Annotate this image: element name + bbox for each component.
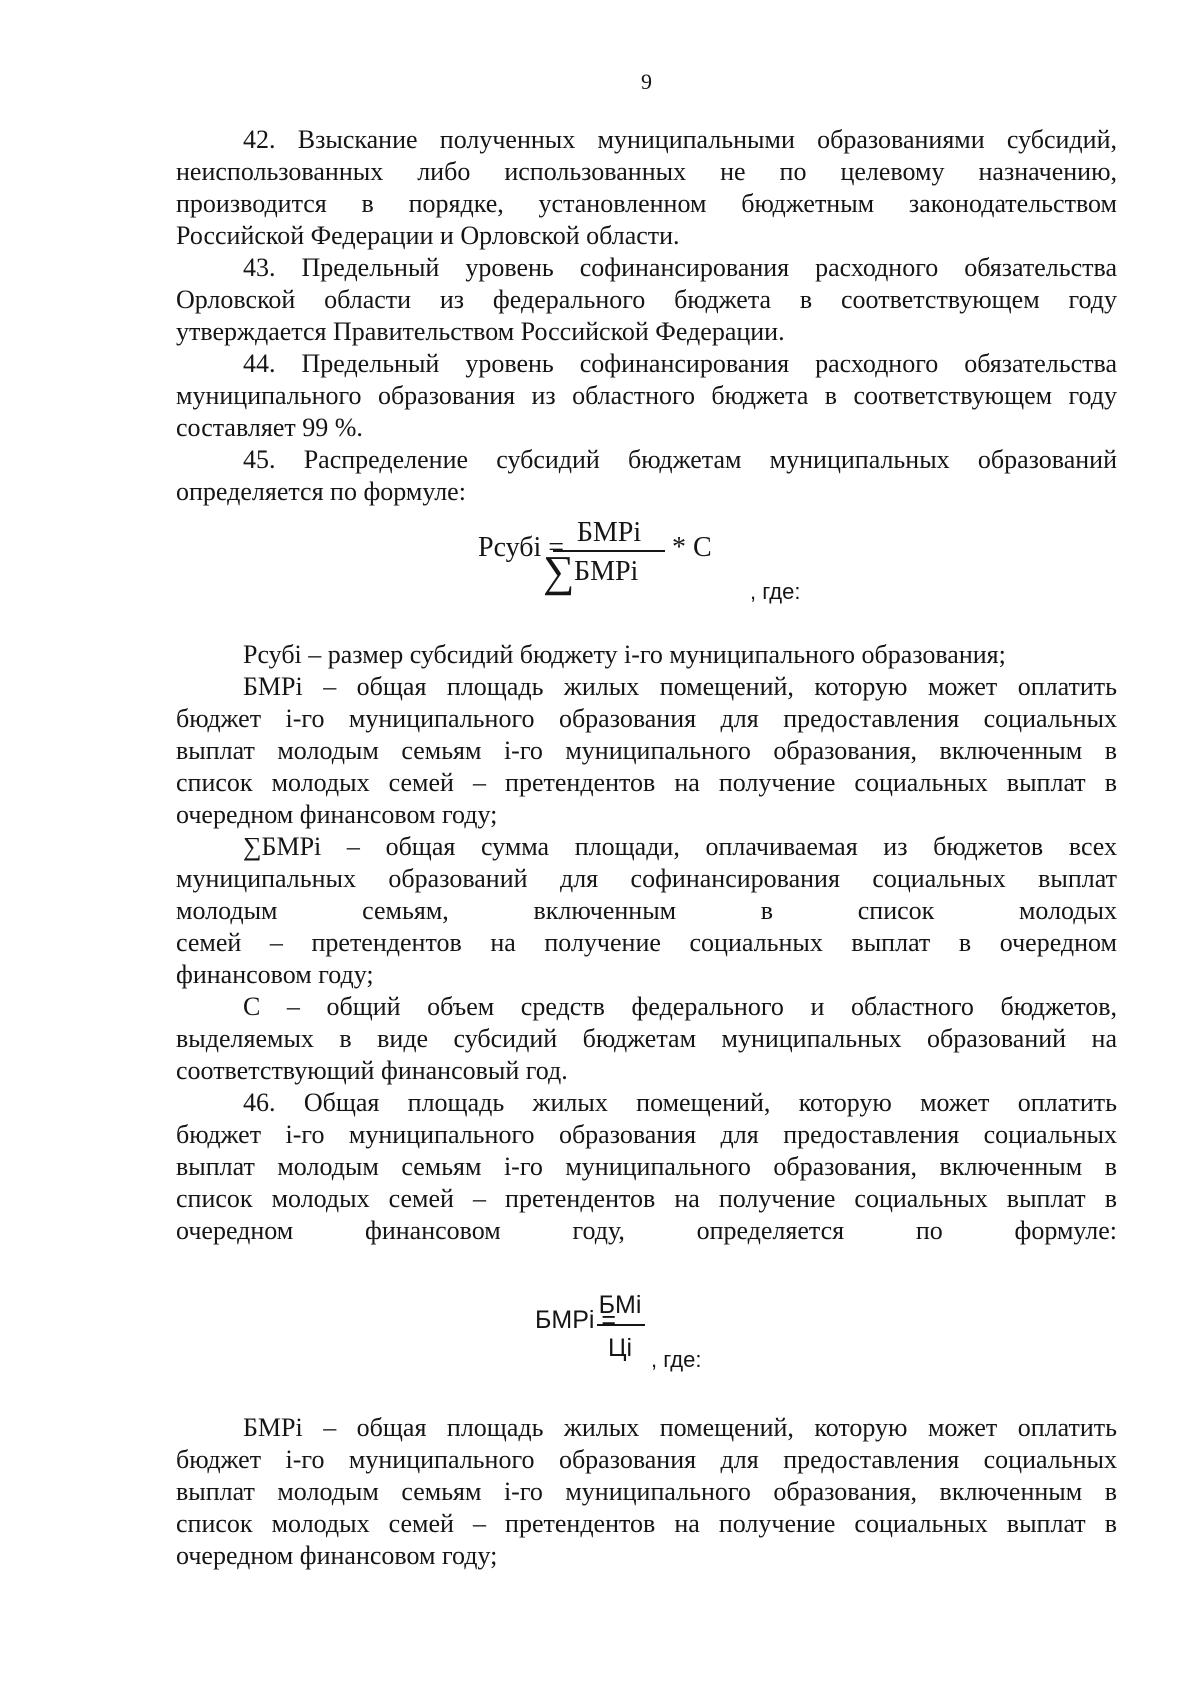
paragraph-46-line-5: очередном финансовом году, определяется по формуле: — [176, 1216, 1117, 1245]
definition-bmr-line-2: бюджет i-го муниципального образования для предоставления социальных — [176, 704, 1117, 733]
definition-bmr — [176, 671, 1117, 831]
formula-1-denominator: БМРi — [574, 556, 639, 587]
definition-bmr-line-1: БМРi – общая площадь жилых помещений, которую может оплатить — [243, 672, 1117, 701]
paragraph-44-line-2: муниципального образования из областного бюджета в соответствующем году — [176, 381, 1117, 410]
definition-bmr-2 — [176, 1412, 1117, 1572]
paragraph-42-line-2: неиспользованных либо использованных не по целевому назначению, — [176, 157, 1117, 186]
document-body — [176, 124, 1117, 1572]
paragraph-42-line-3: производится в порядке, установленном бюджетным законодательством — [176, 189, 1117, 218]
formula-1-multiplier: * С — [672, 532, 712, 563]
paragraph-45-line-1: 45. Распределение субсидий бюджетам муниципальных образований — [243, 445, 1117, 474]
paragraph-44 — [176, 348, 1117, 444]
paragraph-45 — [176, 444, 1117, 508]
definition-sum-bmr — [176, 831, 1117, 991]
definition-sum-bmr-line-3: молодым семьям, включенным в список молодых — [176, 896, 1117, 925]
formula-1-lhs: Рсубi = — [478, 532, 565, 563]
definition-c-line-3: соответствующий финансовый год. — [176, 1056, 568, 1085]
formula-housing-area — [176, 1247, 1117, 1412]
paragraph-46-line-1: 46. Общая площадь жилых помещений, которую может оплатить — [243, 1088, 1117, 1117]
definition-bmr-2-line-5: очередном финансовом году; — [176, 1541, 498, 1570]
formula-2-numerator: БМi — [598, 1291, 642, 1319]
paragraph-43-line-2: Орловской области из федерального бюджета в соответствующем году — [176, 285, 1117, 314]
paragraph-43 — [176, 252, 1117, 348]
definition-sum-bmr-line-2: муниципальных образований для софинансирования социальных выплат — [176, 864, 1117, 893]
definition-bmr-2-line-2: бюджет i-го муниципального образования для предоставления социальных — [176, 1445, 1117, 1474]
definition-rsub — [176, 639, 1117, 671]
definition-sum-bmr-line-4: семей – претендентов на получение социальных выплат в очередном — [176, 928, 1117, 957]
formula-1-sum-symbol: ∑ — [543, 547, 575, 596]
definition-bmr-line-4: список молодых семей – претендентов на получение социальных выплат в — [176, 768, 1117, 797]
paragraph-43-line-1: 43. Предельный уровень софинансирования расходного обязательства — [243, 253, 1117, 282]
formula-2-fraction-bar — [597, 1324, 645, 1326]
formula-1-numerator: БМРi — [576, 517, 642, 548]
formula-subsidy-distribution — [176, 508, 1117, 639]
definition-bmr-2-line-3: выплат молодым семьям i-го муниципального образования, включенным в — [176, 1477, 1117, 1506]
paragraph-46-line-4: список молодых семей – претендентов на получение социальных выплат в — [176, 1184, 1117, 1213]
paragraph-42-line-1: 42. Взыскание полученных муниципальными образованиями субсидий, — [243, 125, 1117, 154]
formula-2-where: , где: — [651, 1347, 702, 1372]
paragraph-43-line-3: утверждается Правительством Российской Федерации. — [176, 317, 785, 346]
page-number: 9 — [641, 69, 652, 94]
definition-sum-bmr-line-1: ∑БМРi – общая сумма площади, оплачиваемая из бюджетов всех — [243, 832, 1117, 861]
definition-c-line-2: выделяемых в виде субсидий бюджетам муниципальных образований на — [176, 1024, 1117, 1053]
definition-bmr-line-3: выплат молодым семьям i-го муниципального образования, включенным в — [176, 736, 1117, 765]
definition-c — [176, 991, 1117, 1087]
paragraph-46-line-2: бюджет i-го муниципального образования для предоставления социальных — [176, 1120, 1117, 1149]
definition-sum-bmr-line-5: финансовом году; — [176, 960, 374, 989]
paragraph-42 — [176, 124, 1117, 252]
paragraph-46 — [176, 1087, 1117, 1247]
definition-c-line-1: С – общий объем средств федерального и областного бюджетов, — [243, 992, 1117, 1021]
definition-bmr-line-5: очередном финансовом году; — [176, 800, 498, 829]
paragraph-46-line-3: выплат молодым семьям i-го муниципального образования, включенным в — [176, 1152, 1117, 1181]
definition-bmr-2-line-1: БМРi – общая площадь жилых помещений, которую может оплатить — [243, 1413, 1117, 1442]
paragraph-44-line-1: 44. Предельный уровень софинансирования расходного обязательства — [243, 349, 1117, 378]
paragraph-45-line-2: определяется по формуле: — [176, 477, 466, 506]
paragraph-44-line-3: составляет 99 %. — [176, 413, 363, 442]
definition-bmr-2-line-4: список молодых семей – претендентов на получение социальных выплат в — [176, 1509, 1117, 1538]
formula-2-lhs: БМРi = — [535, 1306, 617, 1334]
paragraph-42-line-4: Российской Федерации и Орловской области. — [176, 221, 680, 250]
definition-rsub-line-1: Рсубi – размер субсидий бюджету i-го муниципального образования; — [243, 640, 1006, 669]
formula-1-where: , где: — [750, 579, 801, 604]
formula-2-denominator: Цi — [607, 1334, 633, 1362]
